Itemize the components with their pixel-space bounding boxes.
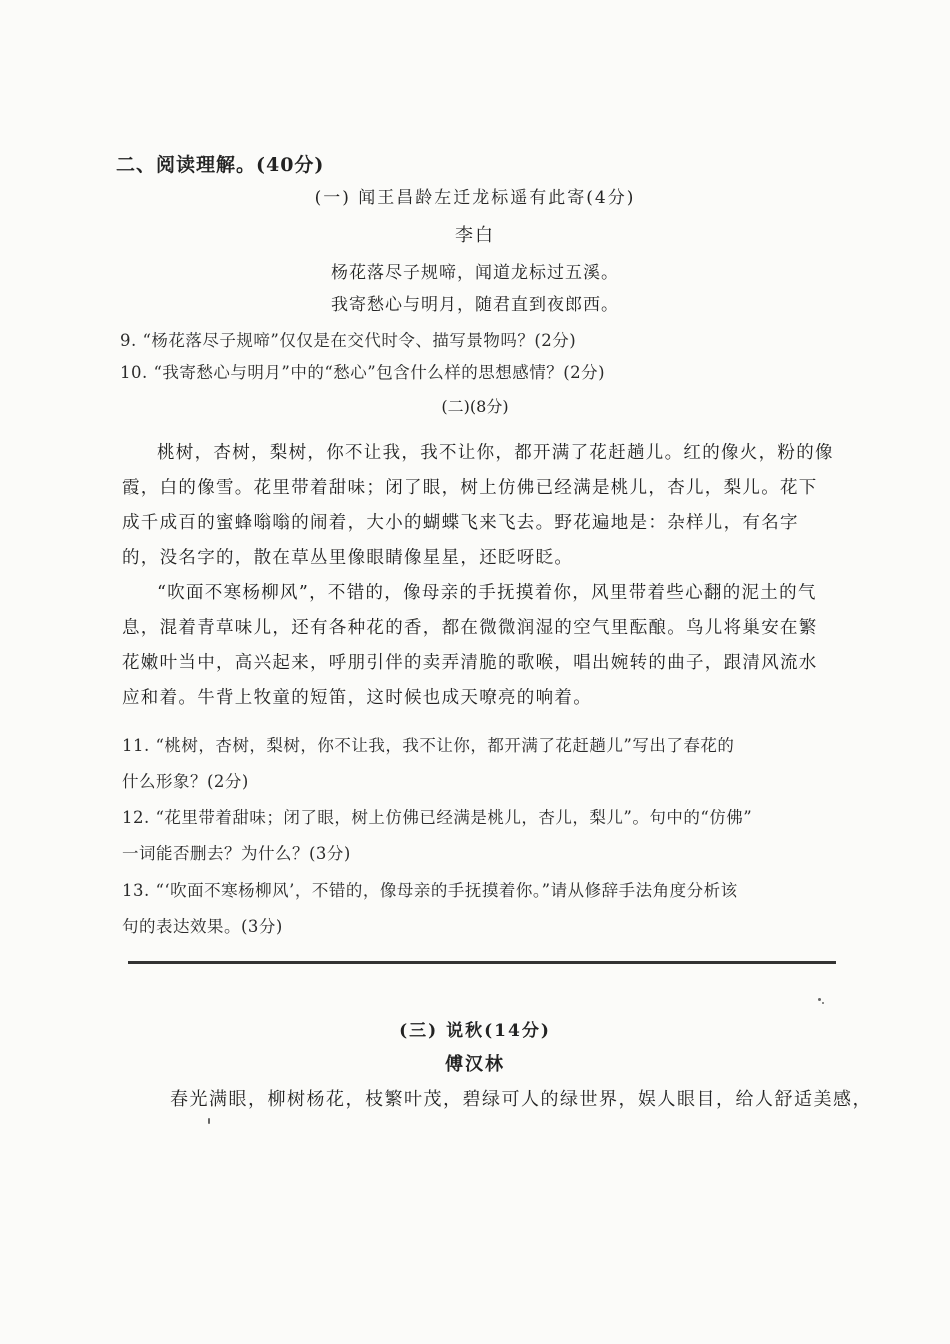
question-12-cont: 一词能否删去？为什么？(3分) [122,844,351,863]
scan-speck [822,1002,824,1004]
question-11: 11. “桃树，杏树，梨树，你不让我，我不让你，都开满了花赶趟儿”写出了春花的 [122,736,735,755]
scan-speck [208,1118,210,1124]
scan-speck [818,998,821,1001]
question-11-cont: 什么形象？(2分) [122,772,249,791]
question-13-cont: 句的表达效果。(3分) [122,917,283,936]
passage-2-title: (二)(8分) [441,397,509,416]
poem-line: 我寄愁心与明月，随君直到夜郎西。 [331,295,619,315]
question-13: 13. “‘吹面不寒杨柳风’，不错的，像母亲的手抚摸着你。”请从修辞手法角度分析该 [122,881,738,900]
passage-3-first-line: 春光满眼，柳树杨花，枝繁叶茂，碧绿可人的绿世界，娱人眼目，给人舒适美感， [170,1089,872,1110]
poem-title: (一) 闻王昌龄左迁龙标遥有此寄(4分) [314,188,636,208]
poem-author: 李白 [455,225,495,246]
divider-line [128,961,836,964]
section-title: 二、阅读理解。(40分) [116,154,325,176]
question-10: 10. “我寄愁心与明月”中的“愁心”包含什么样的思想感情？(2分) [120,363,606,382]
passage-2-paragraph: “吹面不寒杨柳风”，不错的，像母亲的手抚摸着你，风里带着些心翻的泥土的气息，混着青草味儿，还有各种花的香，都在微微润湿的空气里酝酿。鸟儿将巢安在繁花嫩叶当中，高兴起来，呼朋引伴的卖弄清脆的歌喉，唱出婉转的曲子，跟清风流水应和着。牛背上牧童的短笛，这时候也成天嘹亮的响着。 [122,583,818,708]
passage-3-author: 傅汉林 [445,1054,505,1075]
passage-2-paragraph: 桃树，杏树，梨树，你不让我，我不让你，都开满了花赶趟儿。红的像火，粉的像霞，白的像雪。花里带着甜味；闭了眼，树上仿佛已经满是桃儿，杏儿，梨儿。花下成千成百的蜜蜂嗡嗡的闹着，大小的蝴蝶飞来飞去。野花遍地是：杂样儿，有名字的，没名字的，散在草丛里像眼睛像星星，还眨呀眨。 [122,443,834,568]
question-9: 9. “杨花落尽子规啼”仅仅是在交代时令、描写景物吗？(2分) [120,331,577,350]
passage-3-title: (三) 说秋(14分) [399,1021,551,1041]
question-12: 12. “花里带着甜味；闭了眼，树上仿佛已经满是桃儿，杏儿，梨儿”。句中的“仿佛” [122,808,753,827]
poem-line: 杨花落尽子规啼，闻道龙标过五溪。 [331,263,619,283]
